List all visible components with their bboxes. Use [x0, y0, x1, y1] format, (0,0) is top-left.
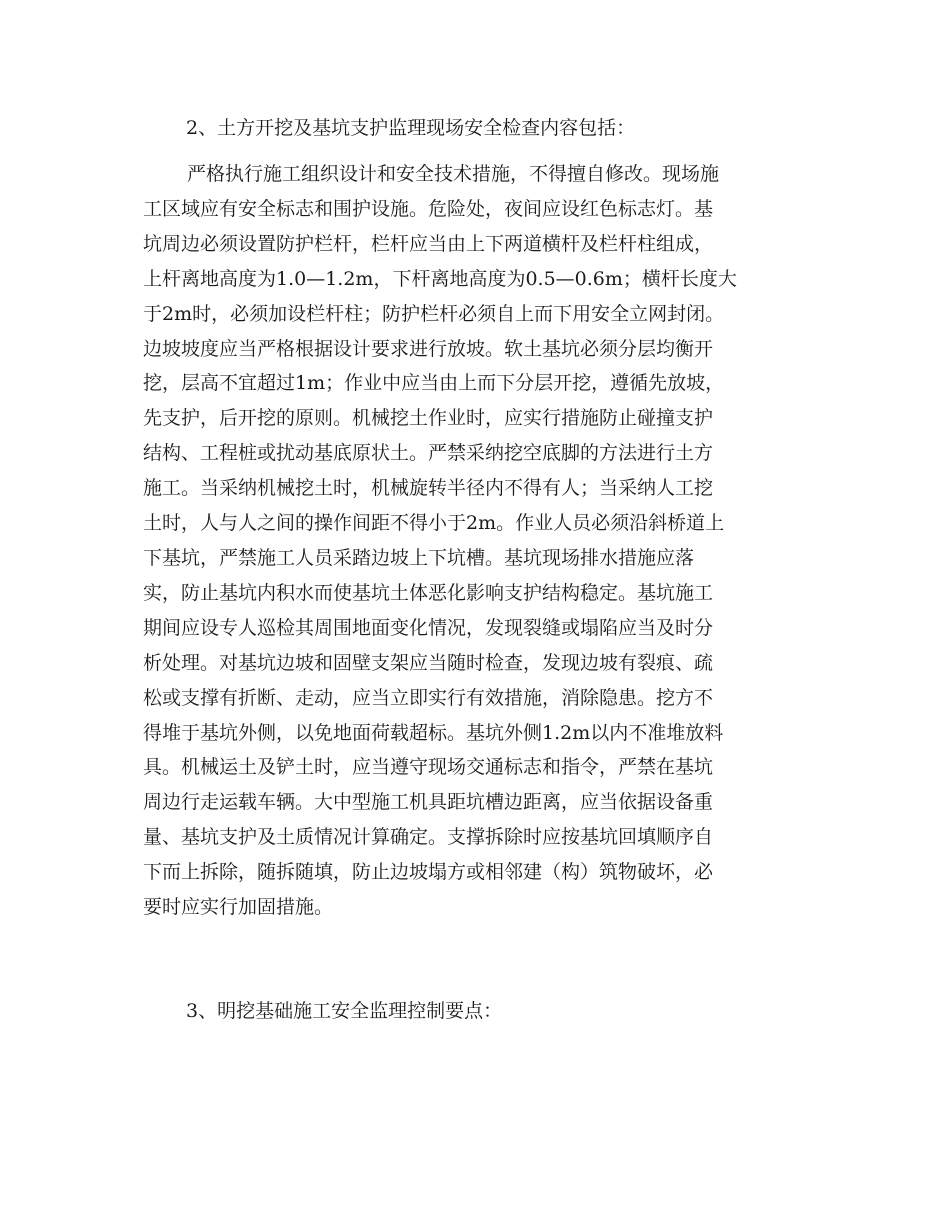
section-heading-2: 2、土方开挖及基坑支护监理现场安全检查内容包括： [186, 117, 636, 139]
paragraph-line: 下而上拆除，随拆随填，防止边坡塌方或相邻建（构）筑物破坏，必 [143, 861, 714, 884]
paragraph-line: 先支护，后开挖的原则。机械挖土作业时，应实行措施防止碰撞支护 [143, 407, 714, 430]
paragraph-line: 挖，层高不宜超过1m；作业中应当由上而下分层开挖，遵循先放坡， [143, 372, 725, 395]
paragraph-line: 结构、工程桩或扰动基底原状土。严禁采纳挖空底脚的方法进行土方 [143, 442, 714, 465]
paragraph-line: 要时应实行加固措施。 [143, 896, 334, 919]
paragraph-line: 松或支撑有折断、走动，应当立即实行有效措施，消除隐患。挖方不 [143, 686, 714, 709]
paragraph-line: 量、基坑支护及土质情况计算确定。支撑拆除时应按基坑回填顺序自 [143, 826, 714, 849]
paragraph-line: 严格执行施工组织设计和安全技术措施，不得擅自修改。现场施 [187, 163, 720, 185]
paragraph-line: 得堆于基坑外侧，以免地面荷载超标。基坑外侧1.2m以内不准堆放料 [143, 721, 724, 744]
paragraph-line: 土时，人与人之间的操作间距不得小于2m。作业人员必须沿斜桥道上 [143, 512, 725, 535]
paragraph-line: 工区域应有安全标志和围护设施。危险处，夜间应设红色标志灯。基 [143, 197, 714, 220]
paragraph-line: 施工。当采纳机械挖土时，机械旋转半径内不得有人；当采纳人工挖 [143, 477, 714, 500]
paragraph-line: 实，防止基坑内积水而使基坑土体恶化影响支护结构稳定。基坑施工 [143, 581, 714, 604]
paragraph-line: 坑周边必须设置防护栏杆，栏杆应当由上下两道横杆及栏杆柱组成， [143, 232, 714, 255]
paragraph-line: 下基坑，严禁施工人员采踏边坡上下坑槽。基坑现场排水措施应落 [143, 546, 695, 569]
paragraph-line: 期间应设专人巡检其周围地面变化情况，发现裂缝或塌陷应当及时分 [143, 616, 714, 639]
paragraph-line: 边坡坡度应当严格根据设计要求进行放坡。软土基坑必须分层均衡开 [143, 337, 714, 360]
paragraph-line: 具。机械运土及铲土时，应当遵守现场交通标志和指令，严禁在基坑 [143, 756, 714, 779]
section-heading-3: 3、明挖基础施工安全监理控制要点： [186, 1000, 503, 1022]
paragraph-line: 析处理。对基坑边坡和固壁支架应当随时检查，发现边坡有裂痕、疏 [143, 651, 714, 674]
paragraph-line: 周边行走运载车辆。大中型施工机具距坑槽边距离，应当依据设备重 [143, 791, 714, 814]
paragraph-line: 上杆离地高度为1.0—1.2m，下杆离地高度为0.5—0.6m；横杆长度大 [143, 267, 737, 290]
paragraph-line: 于2m时，必须加设栏杆柱；防护栏杆必须自上而下用安全立网封闭。 [143, 302, 725, 325]
section-body-paragraph [143, 157, 803, 925]
